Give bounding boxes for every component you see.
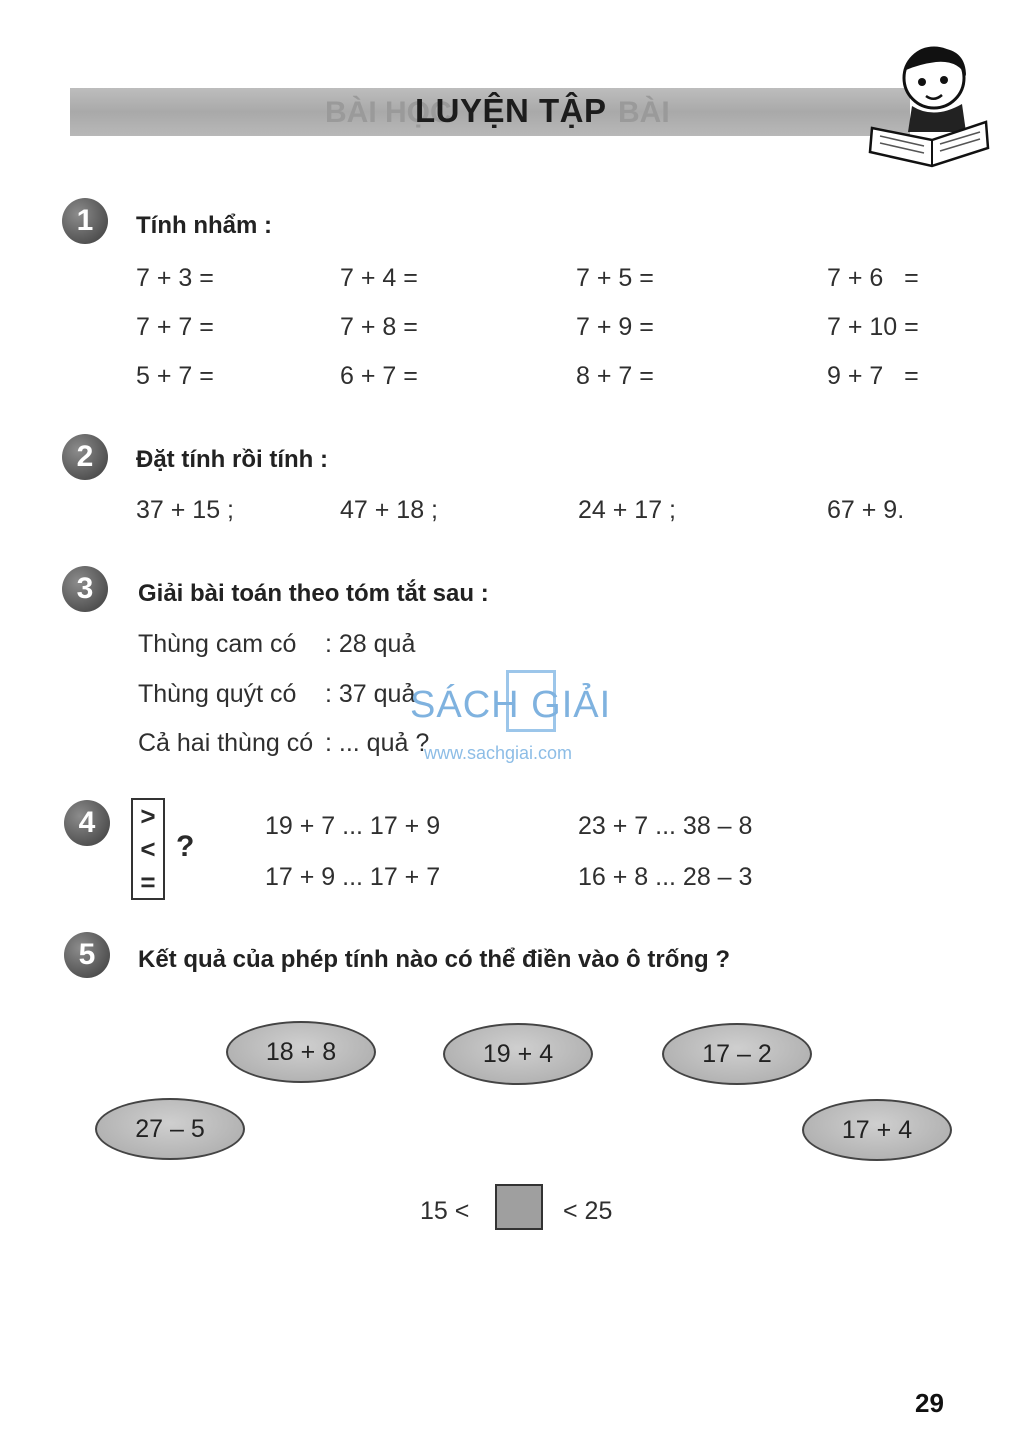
ex2-expression: 37 + 15 ; — [136, 496, 234, 524]
ex1-expression: 7 + 5 = — [576, 264, 654, 292]
summary-value: : 28 quả — [325, 630, 416, 658]
ex2-expression: 67 + 9. — [827, 496, 905, 524]
exercise-5-heading: Kết quả của phép tính nào có thể điền vào ô trống ? — [138, 946, 731, 973]
ex1-expression: 7 + 10 = — [827, 313, 919, 341]
inequality-right: < 25 — [563, 1197, 613, 1225]
answer-oval: 17 – 2 — [662, 1023, 812, 1085]
watermark-url: www.sachgiai.com — [424, 743, 573, 763]
ex1-expression: 7 + 3 = — [136, 264, 214, 292]
summary-label: Thùng quýt có — [138, 680, 297, 708]
ex1-expression: 7 + 9 = — [576, 313, 654, 341]
banner-ghost-right: BÀI — [618, 96, 670, 129]
exercise-5-badge: 5 — [64, 932, 110, 978]
comparison-item: 16 + 8 ... 28 – 3 — [578, 863, 753, 891]
inequality-left: 15 < — [420, 1197, 470, 1225]
ex1-expression: 7 + 4 = — [340, 264, 418, 292]
greater-than-symbol: > — [140, 801, 156, 832]
equals-symbol: = — [140, 866, 156, 897]
summary-label: Cả hai thùng có — [138, 729, 314, 757]
question-mark: ? — [176, 830, 195, 863]
page-number: 29 — [915, 1388, 944, 1418]
exercise-2-heading: Đặt tính rồi tính : — [136, 446, 328, 473]
summary-value: : 37 quả — [325, 680, 416, 708]
page-title: LUYỆN TẬP — [415, 92, 607, 129]
answer-oval: 19 + 4 — [443, 1023, 593, 1085]
mascot-reading-icon — [862, 40, 992, 175]
comparison-item: 17 + 9 ... 17 + 7 — [265, 863, 441, 891]
exercise-2-badge: 2 — [62, 434, 108, 480]
ex1-expression: 8 + 7 = — [576, 362, 654, 390]
exercise-3-badge: 3 — [62, 566, 108, 612]
answer-oval: 27 – 5 — [95, 1098, 245, 1160]
exercise-1-heading: Tính nhẩm : — [136, 212, 272, 239]
less-than-symbol: < — [140, 833, 156, 864]
answer-oval: 17 + 4 — [802, 1099, 952, 1161]
ex1-expression: 7 + 6 = — [827, 264, 919, 292]
banner-ghost-left: BÀI HỌC — [325, 96, 452, 129]
exercise-3-heading: Giải bài toán theo tóm tắt sau : — [138, 580, 489, 607]
comparison-item: 19 + 7 ... 17 + 9 — [265, 812, 441, 840]
ex2-expression: 24 + 17 ; — [578, 496, 676, 524]
ex2-expression: 47 + 18 ; — [340, 496, 438, 524]
ex1-expression: 7 + 7 = — [136, 313, 214, 341]
comparison-item: 23 + 7 ... 38 – 8 — [578, 812, 753, 840]
exercise-4-badge: 4 — [64, 800, 110, 846]
ex1-expression: 6 + 7 = — [340, 362, 418, 390]
answer-oval: 18 + 8 — [226, 1021, 376, 1083]
ex1-expression: 5 + 7 = — [136, 362, 214, 390]
watermark-brand: SÁCH GIẢI — [410, 684, 612, 726]
ex1-expression: 7 + 8 = — [340, 313, 418, 341]
exercise-1-badge: 1 — [62, 198, 108, 244]
summary-value: : ... quả ? — [325, 729, 430, 757]
ex1-expression: 9 + 7 = — [827, 362, 919, 390]
summary-label: Thùng cam có — [138, 630, 297, 658]
blank-answer-box[interactable] — [495, 1184, 543, 1230]
comparison-symbols-box — [131, 798, 165, 900]
